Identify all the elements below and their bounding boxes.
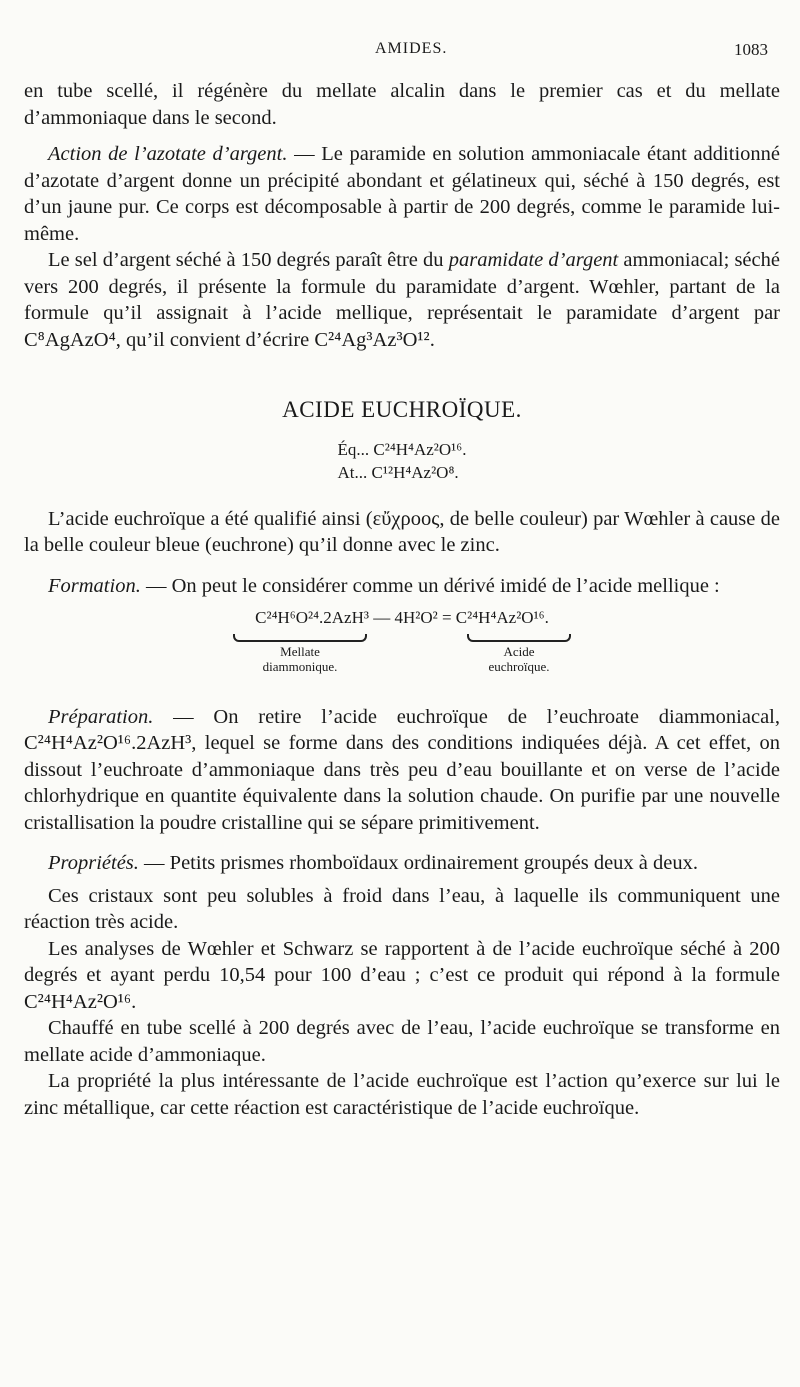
chemical-equation xyxy=(24,605,780,674)
running-head xyxy=(0,40,800,64)
paragraph-sel-argent xyxy=(24,247,780,353)
section-label: Propriétés. xyxy=(48,852,139,874)
brace-left xyxy=(233,634,367,674)
left-label-1: Mellate xyxy=(280,643,320,659)
right-label-1: Acide xyxy=(503,643,535,659)
formula-eq: Éq... C²⁴H⁴Az²O¹⁶. xyxy=(337,439,467,459)
equation-line: C²⁴H⁶O²⁴.2AzH³ — 4H²O² = C²⁴H⁴Az²O¹⁶. xyxy=(255,608,549,627)
right-label-2: euchroïque. xyxy=(488,658,550,674)
page-number: 1083 xyxy=(734,40,768,59)
paragraph-text: — Petits prismes rhomboïdaux ordinairement groupés deux à deux. xyxy=(138,852,699,874)
paragraph-text: Le sel d’argent séché à 150 degrés paraît être du xyxy=(48,249,449,271)
paragraph: Ces cristaux sont peu solubles à froid dans l’eau, à laquelle ils communiquent une réaction très acide. xyxy=(24,884,780,933)
paragraph: La propriété la plus intéressante de l’acide euchroïque est l’action qu’exerce sur lui le zinc métallique, car cette réaction est caractéristique de l’acide euchroïque. xyxy=(24,1070,780,1119)
formula-block xyxy=(24,438,780,484)
paragraph-intro: L’acide euchroïque a été qualifié ainsi (εὔχροος, de belle couleur) par Wœhler à cause de la belle couleur bleue (euchrone) qu’il donne avec le zinc. xyxy=(24,507,780,556)
left-label-2: diammonique. xyxy=(262,658,338,674)
section-title: ACIDE EUCHROÏQUE. xyxy=(282,397,522,422)
running-head-title: AMIDES. xyxy=(375,40,448,57)
equation-labels xyxy=(24,634,780,674)
paragraph: Chauffé en tube scellé à 200 degrés avec de l’eau, l’acide euchroïque se transforme en mellate acide d’ammoniaque. xyxy=(24,1017,780,1066)
paragraph: Les analyses de Wœhler et Schwarz se rapportent à de l’acide euchroïque séché à 200 degrés et ayant perdu 10,54 pour 100 d’eau ; c’est ce produit qui répond à la formule C²⁴H⁴Az²O¹⁶. xyxy=(24,937,780,1013)
paragraph-text: — Le paramide en solution ammoniacale étant additionné d’azotate d’argent donne un précipité abondant et gélatineux qui, séché à 150 degrés, est d’un jaune pur. Ce corps est décomposable à partir de 200 degrés, comme le paramide lui-même. xyxy=(24,143,780,245)
paragraph: en tube scellé, il régénère du mellate alcalin dans le premier cas et du mellate d’ammoniaque dans le second. xyxy=(24,80,780,129)
brace-right-bar xyxy=(467,634,571,642)
brace-right xyxy=(467,634,571,674)
formula-at: At... C¹²H⁴Az²O⁸. xyxy=(337,462,459,482)
paragraph-proprietes xyxy=(24,850,780,877)
section-label: Formation. xyxy=(48,574,141,597)
italic-term: paramidate d’argent xyxy=(448,249,619,271)
paragraph-preparation xyxy=(24,704,780,837)
paragraph-text: ammoniacal; séché vers 200 degrés, il présente la formule du paramidate d’argent. Wœhler, partant de la formule qu’il assignait à l’acide mellique, représentait le paramidate d’argent par C⁸AgAzO⁴, qu’il convient d’écrire C²⁴Ag³Az³O¹². xyxy=(24,249,780,351)
page-body xyxy=(24,78,780,1121)
section-label: Préparation. xyxy=(48,705,154,728)
section-label: Action de l’azotate d’argent. xyxy=(48,143,288,165)
brace-left-bar xyxy=(233,634,367,642)
paragraph-azotate xyxy=(24,141,780,247)
paragraph-formation xyxy=(24,573,780,600)
paragraph-text: — On retire l’acide euchroïque de l’euchroate diammoniacal, C²⁴H⁴Az²O¹⁶.2AzH³, lequel se forme dans des conditions indiquées déjà. A cet effet, on dissout l’euchroate d’ammoniaque dans très peu d’eau bouillante et on verse de l’acide chlorhydrique en quantite équivalente dans la solution chaude. On purifie par une nouvelle cristallisation la poudre cristalline qui se sépare primitivement. xyxy=(24,705,780,834)
paragraph-text: — On peut le considérer comme un dérivé imidé de l’acide mellique : xyxy=(140,574,720,597)
